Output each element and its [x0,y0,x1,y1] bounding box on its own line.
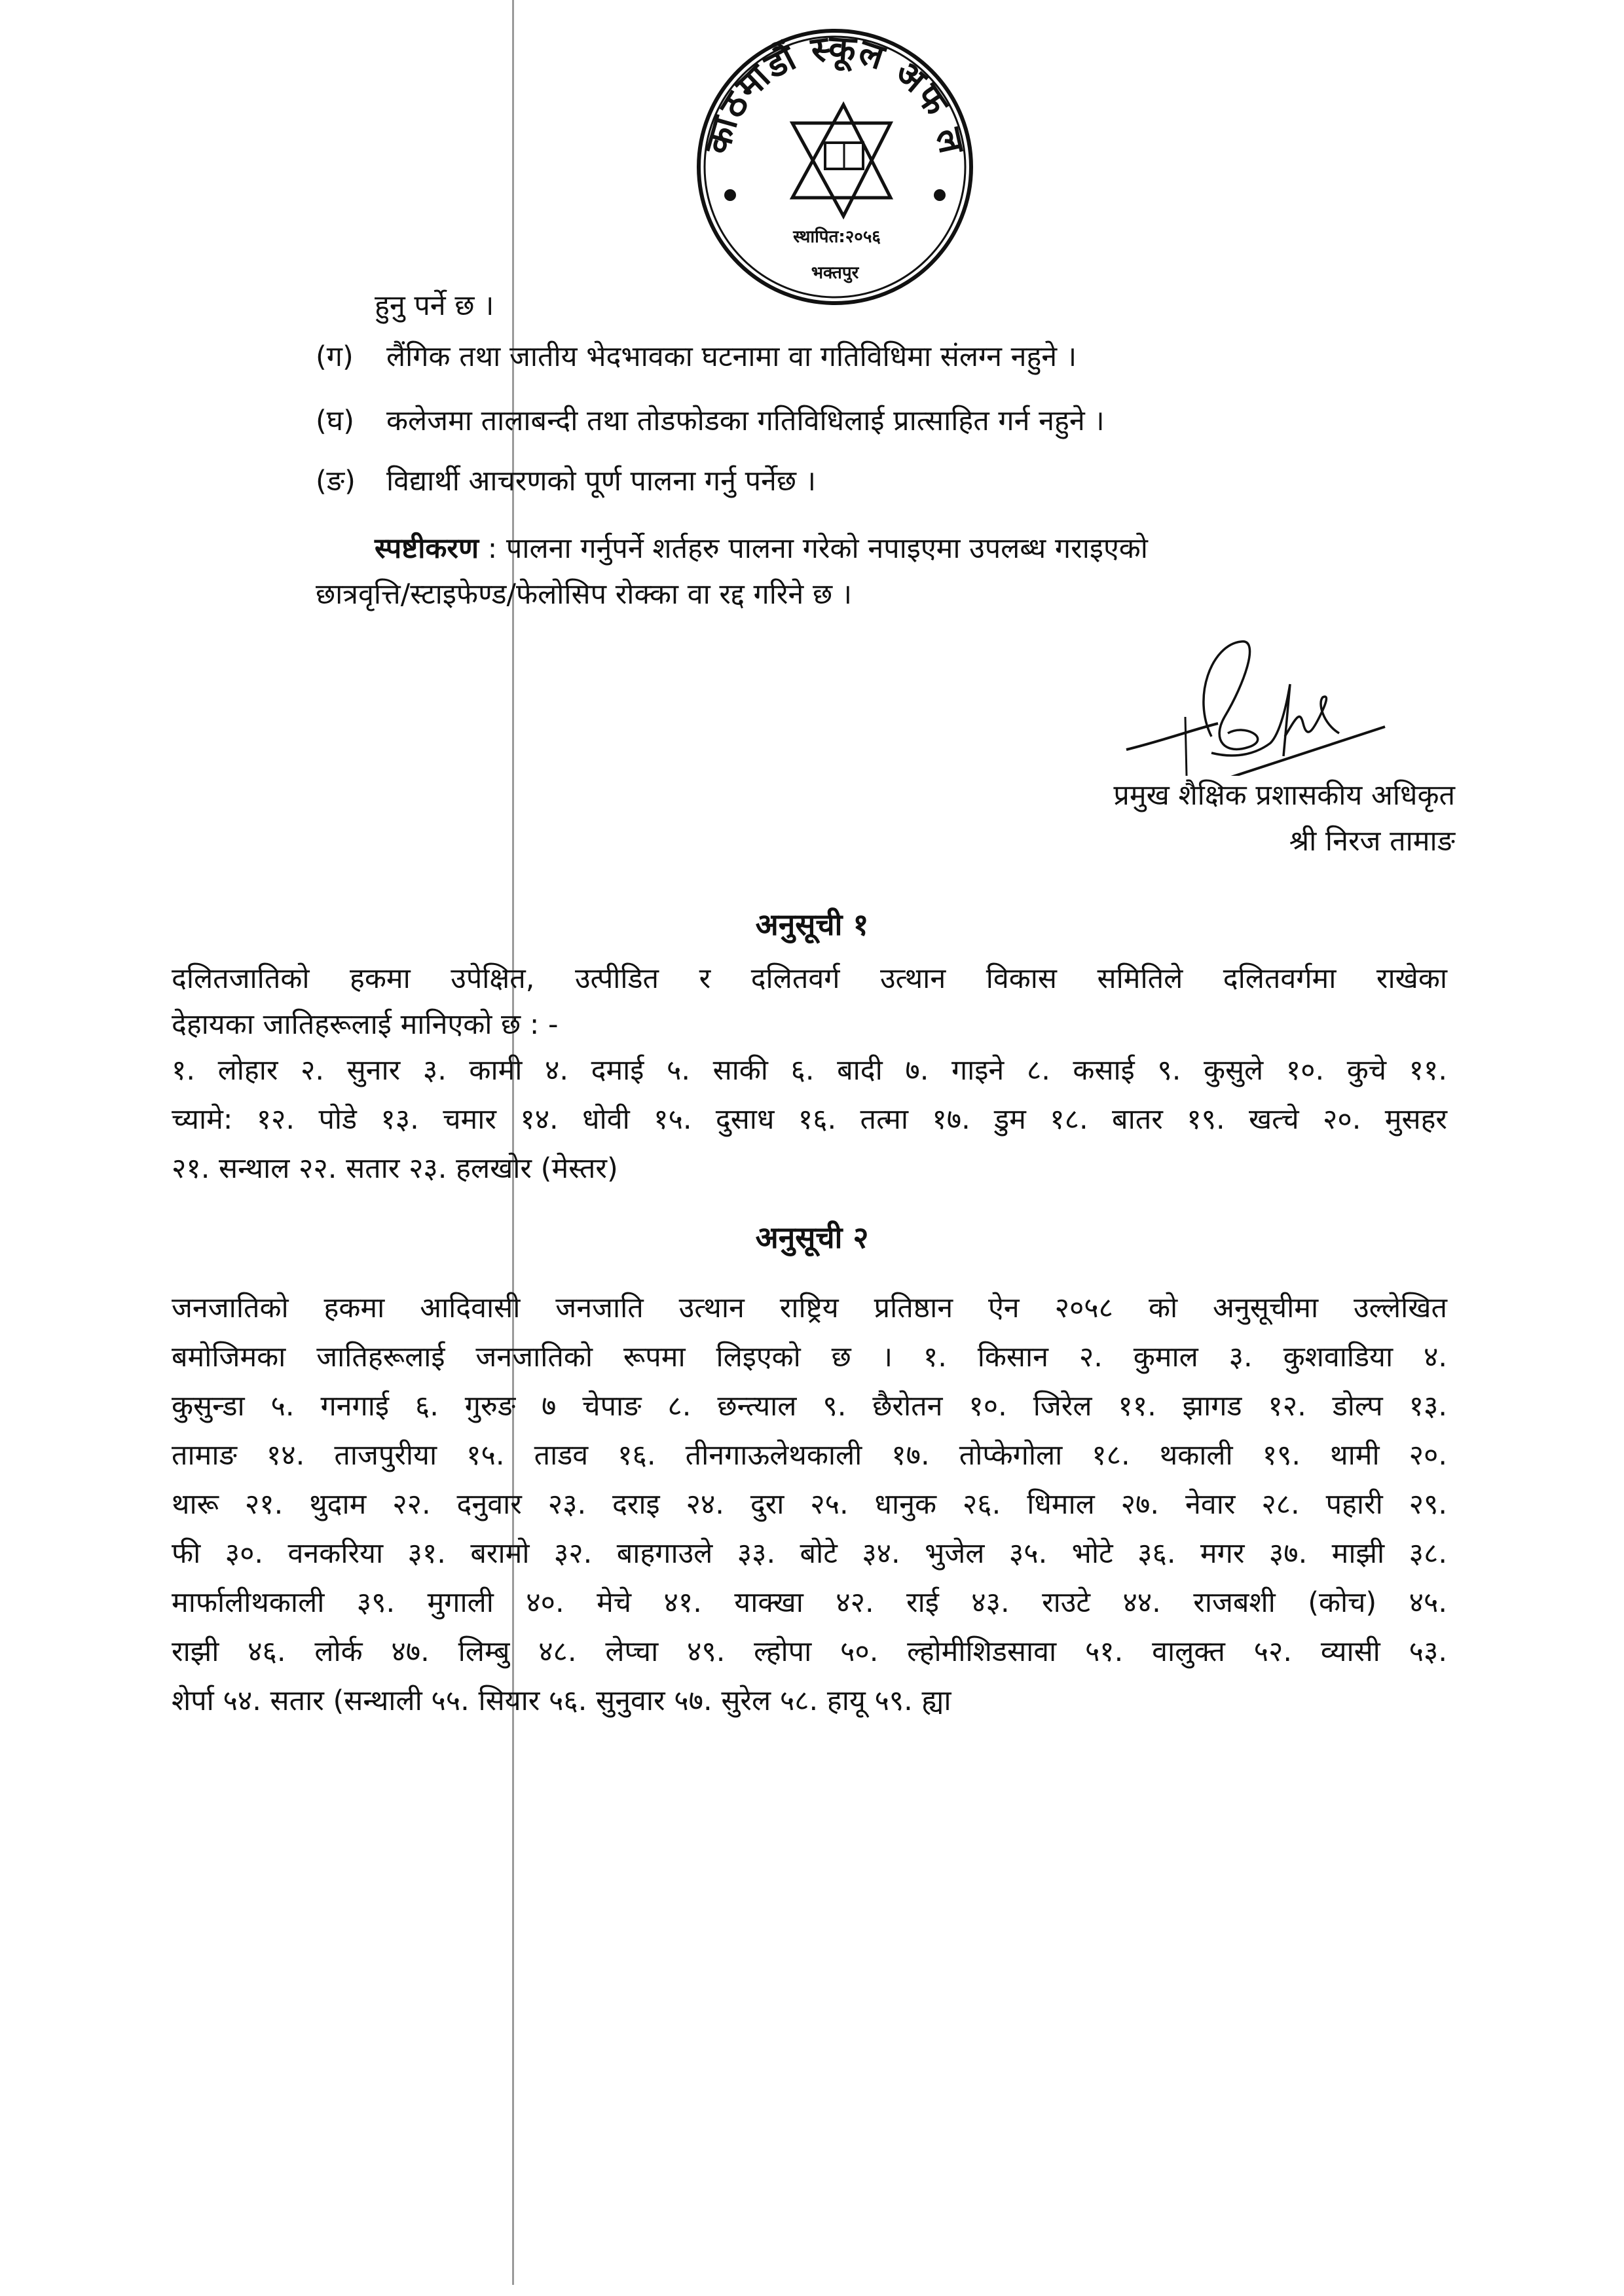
seal-emblem [694,26,976,308]
schedule2-line: तामाङ १४. ताजपुरीया १५. ताडव १६. तीनगाऊलेथकाली १७. तोप्केगोला १८. थकाली १९. थामी २०. [172,1439,1447,1472]
condition-label: (ङ) [316,465,356,498]
condition-text: विद्यार्थी आचरणको पूर्ण पालना गर्नु पर्नेछ । [386,465,817,498]
schedule1-line: दलितजातिको हकमा उपेक्षित, उत्पीडित र दलितवर्ग उत्थान विकास समितिले दलितवर्गमा राखेका [172,962,1447,995]
signatory-title: प्रमुख शैक्षिक प्रशासकीय अधिकृत [1113,779,1455,812]
schedule1-line: २१. सन्थाल २२. सतार २३. हलखोर (मेस्तर) [172,1152,618,1185]
clarification-continued: छात्रवृत्ति/स्टाइफेण्ड/फेलोसिप रोक्का वा रद्द गरिने छ । [316,578,853,611]
schedule2-line: थारू २१. थुदाम २२. दनुवार २३. दराइ २४. दुरा २५. धानुक २६. धिमाल २७. नेवार २८. पहारी २९. [172,1488,1447,1521]
signature [1113,625,1388,776]
clarification-text: : पालना गर्नुपर्ने शर्तहरु पालना गरेको नपाइएमा उपलब्ध गराइएको [487,532,1148,565]
seal-place: भक्तपुर [811,263,859,283]
seal-name: काठमाडौं स्कूल अफ ल [696,27,974,158]
condition-item [316,401,1105,441]
clarification-label: स्पष्टीकरण [375,532,479,565]
schedule2-line: मार्फालीथकाली ३९. मुगाली ४०. मेचे ४१. याक्खा ४२. राई ४३. राउटे ४४. राजबशी (कोच) ४५. [172,1586,1447,1619]
schedule2-heading: अनुसूची २ [755,1220,869,1255]
institution-seal [694,26,976,308]
schedule1-line: देहायका जातिहरूलाई मानिएको छ : - [172,1008,559,1041]
signatory-name: श्री निरज तामाङ [1289,825,1455,858]
schedule2-line: राझी ४६. लोर्क ४७. लिम्बु ४८. लेप्चा ४९. ल्होपा ५०. ल्होमीशिडसावा ५१. वालुक्त ५२. व्यासी ५३. [172,1635,1447,1668]
condition-text: लैंगिक तथा जातीय भेदभावका घटनामा वा गतिविधिमा संलग्न नहुने । [386,340,1077,373]
schedule1-heading: अनुसूची १ [755,907,869,942]
schedule2-line: बमोजिमका जातिहरूलाई जनजातिको रूपमा लिइएको छ । १. किसान २. कुमाल ३. कुशवाडिया ४. [172,1341,1447,1374]
schedule1-line: च्यामे: १२. पोडे १३. चमार १४. धोवी १५. दुसाध १६. तत्मा १७. डुम १८. बातर १९. खत्चे २०. मुसहर [172,1103,1447,1136]
schedule1-line: १. लोहार २. सुनार ३. कामी ४. दमाई ५. साकी ६. बादी ७. गाइने ८. कसाई ९. कुसुले १०. कुचे ११. [172,1054,1447,1087]
condition-label: (ग) [316,340,354,373]
schedule2-line: कुसुन्डा ५. गनगाई ६. गुरुङ ७ चेपाङ ८. छन्त्याल ९. छैरोतन १०. जिरेल ११. झागड १२. डोल्प १३. [172,1390,1447,1423]
condition-item [316,337,1077,376]
handwritten-signature [1113,625,1388,776]
clarification [375,529,1148,568]
svg-text:काठमाडौं स्कूल अफ ल [696,27,973,159]
schedule2-line: जनजातिको हकमा आदिवासी जनजाति उत्थान राष्ट्रिय प्रतिष्ठान ऐन २०५८ को अनुसूचीमा उल्लेखित [172,1292,1447,1324]
condition-item [316,462,816,501]
schedule2-line: फी ३०. वनकरिया ३१. बरामो ३२. बाहगाउले ३३. बोटे ३४. भुजेल ३५. भोटे ३६. मगर ३७. माझी ३८. [172,1537,1447,1570]
seal-established: स्थापित:२०५६ [793,227,881,247]
condition-continuation: हुनु पर्ने छ । [375,289,494,322]
condition-label: (घ) [316,405,354,437]
schedule2-line: शेर्पा ५४. सतार (सन्थाली ५५. सियार ५६. सुनुवार ५७. सुरेल ५८. हायू ५९. ह्या [172,1685,951,1717]
condition-text: कलेजमा तालाबन्दी तथा तोडफोडका गतिविधिलाई प्रात्साहित गर्न नहुने । [386,405,1105,437]
